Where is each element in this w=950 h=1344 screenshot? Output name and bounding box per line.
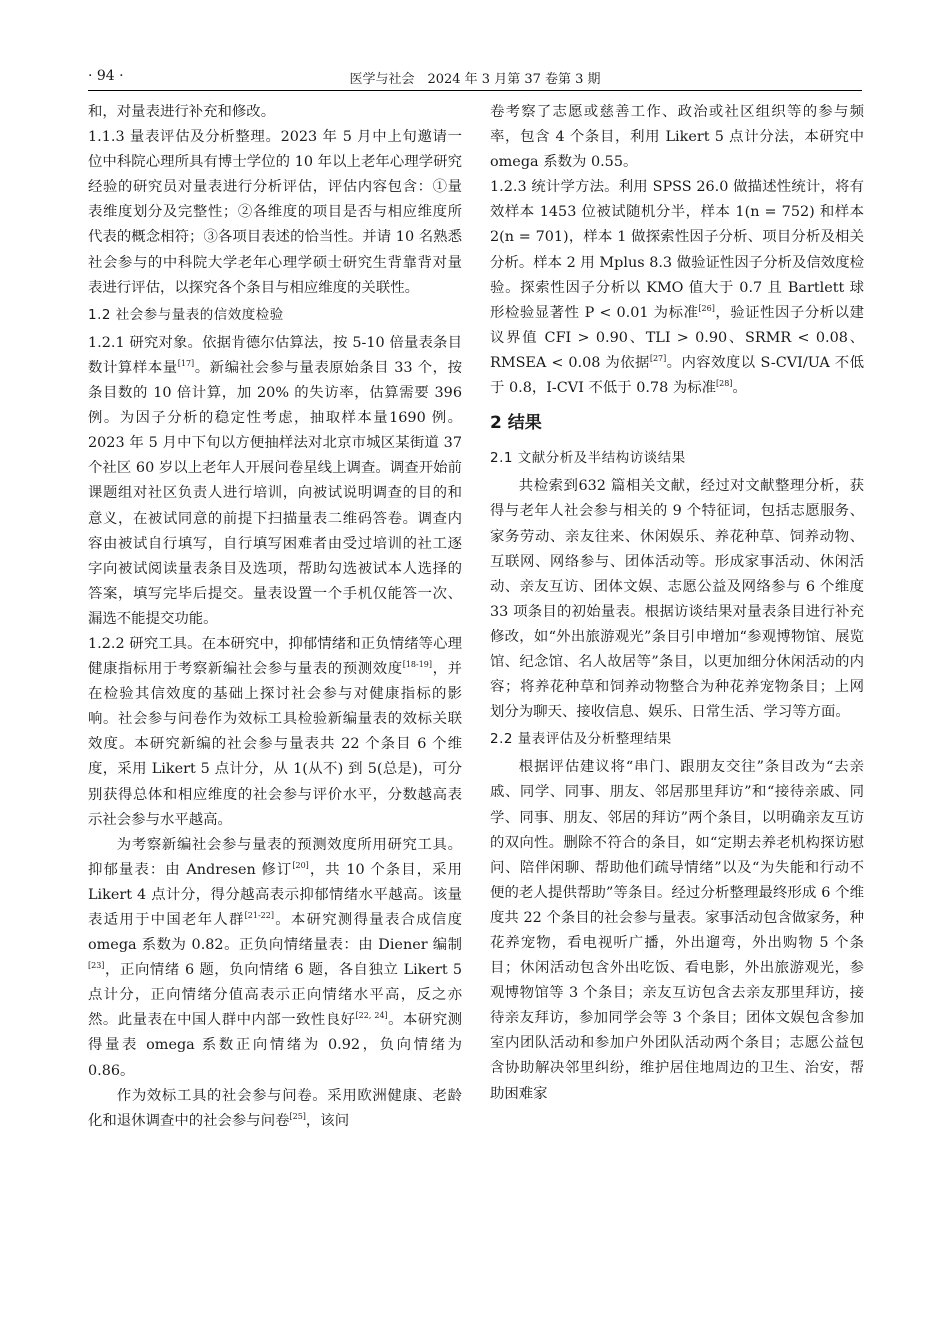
citation: [26] [698,303,715,313]
paragraph-1-2-2: 1.2.2 研究工具。在本研究中，抑郁情绪和正负情绪等心理健康指标用于考察新编社会参与量表的预测效度[18-19]，并在检验其信效度的基础上探讨社会参与对健康指标的影响。社会参与问卷作为效标工具检验新编量表的效标关联效度。本研究新编的社会参与量表共 22 个条目 6 个维度，采用 Likert 5 点计分，从 1(从不) 到 5(总是)，可分别获得总体和相应维度的社会参与评价水平，分数越高表示社会参与水平越高。 [88,635,462,828]
heading-2-1: 2.1 文献分析及半结构访谈结果 [490,450,686,467]
paragraph-literature-results: 共检索到632 篇相关文献，经过对文献整理分析，获得与老年人社会参与相关的 9 个特征词，包括志愿服务、家务劳动、亲友往来、休闲娱乐、养花种草、饲养动物、互联网、网络参与、团体活动等。形成家事活动、休闲活动、亲友互访、团体文娱、志愿公益及网络参与 6 个维度 33 项条目的初始量表。根据访谈结果对量表条目进行补充修改，如“外出旅游观光”条目引申增加“参观博物馆、展览馆、纪念馆、名人故居等”条目，以更加细分休闲活动的内容；将养花种草和饲养动物整合为种花养宠物条目；上网划分为聊天、接收信息、娱乐、日常生活、学习等方面。 [490,478,864,721]
citation: [18-19] [402,660,433,670]
paragraph-1-2-1: 1.2.1 研究对象。依据肯德尔估算法，按 5-10 倍量表条目数计算样本量[17]。新编社会参与量表原始条目 33 个，按条目数的 10 倍计算，加 20% 的失访率，估算需要 396 例。为因子分析的稳定性考虑，抽取样本量1690 例。2023 年 5 月中下旬以方便抽样法对北京市城区某街道 37 个社区 60 岁以上老年人开展问卷星线上调查。调查开始前课题组对社区负责人进行培训，向被试说明调查的目的和意义，在被试同意的前提下扫描量表二维码答卷。调查内容由被试自行填写，自行填写困难者由受过培训的社工逐字向被试阅读量表条目及选项，帮助勾选被试本人选择的答案，填写完毕后提交。量表设置一个手机仅能答一次、漏选不能提交功能。 [88,334,462,627]
left-column [88,100,462,1134]
paragraph-continued: 和，对量表进行补充和修改。 [88,104,276,120]
paragraph-predictive-tools: 为考察新编社会参与量表的预测效度所用研究工具。抑郁量表：由 Andresen 修订[20]，共 10 个条目，采用 Likert 4 点计分，得分越高表示抑郁情绪水平越高。该量表适用于中国老年人群[21-22]。本研究测得量表合成信度 omega 系数为 0.82。正负向情绪量表：由 Diener 编制[23]，正向情绪 6 题，负向情绪 6 题，各自独立 Likert 5 点计分，正向情绪分值高表示正向情绪水平高，反之亦然。此量表在中国人群中内部一致性良好[22, 24]。本研究测得量表 omega 系数正向情绪为 0.92，负向情绪为 0.86。 [88,836,462,1079]
citation: [22, 24] [355,1011,388,1021]
paragraph-evaluation-results: 根据评估建议将“串门、跟朋友交往”条目改为“去亲戚、同学、同事、朋友、邻居那里拜访”和“接待亲戚、同学、同事、朋友、邻居的拜访”两个条目，以明确亲友互访的双向性。删除不符合的条目，如“定期去养老机构探访慰问、陪伴闲聊、帮助他们疏导情绪”以及“为失能和行动不便的老人提供帮助”等条目。经过分析整理最终形成 6 个维度共 22 个条目的社会参与量表。家事活动包含做家务，种花养宠物，看电视听广播，外出遛弯，外出购物 5 个条目；休闲活动包含外出吃饭、看电影，外出旅游观光，参观博物馆等 3 个条目；亲友互访包含去亲友那里拜访，接待亲友拜访，参加同学会等 3 个条目；团体文娱包含参加室内团队活动和参加户外团队活动两个条目；志愿公益包含协助解决邻里纠纷，维护居住地周边的卫生、治安，帮助困难家 [490,759,864,1102]
journal-info: 医学与社会 2024 年 3 月第 37 卷第 3 期 [349,72,601,87]
paragraph-continued-right: 卷考察了志愿或慈善工作、政治或社区组织等的参与频率，包含 4 个条目，利用 Likert 5 点计分法，本研究中 omega 系数为 0.55。 [490,104,864,171]
citation: [27] [649,354,667,364]
citation: [21-22] [244,911,274,921]
citation: [28] [716,379,733,389]
citation: [20] [292,861,309,871]
heading-1-2: 1.2 社会参与量表的信效度检验 [88,306,284,323]
citation: [17] [177,359,195,369]
right-column [490,100,864,1107]
citation: [25] [289,1111,306,1121]
heading-2-results: 2 结果 [490,413,542,434]
running-header [88,62,862,88]
heading-2-2: 2.2 量表评估及分析整理结果 [490,731,672,748]
citation: [23] [88,961,105,971]
header-rule [88,90,862,91]
paragraph-1-2-3: 1.2.3 统计学方法。利用 SPSS 26.0 做描述性统计，将有效样本 1453 位被试随机分半，样本 1(n = 752) 和样本 2(n = 701)，样本 1 做探索性因子分析、项目分析及相关分析。样本 2 用 Mplus 8.3 做验证性因子分析及信效度检验。探索性因子分析以 KMO 值大于 0.7 且 Bartlett 球形检验显著性 P < 0.01 为标准[26]，验证性因子分析以建议界值 CFI > 0.90、TLI > 0.90、SRMR < 0.08、RMSEA < 0.08 为依据[27]。内容效度以 S-CVI/UA 不低于 0.8，I-CVI 不低于 0.78 为标准[28]。 [490,179,864,397]
paragraph-1-1-3: 1.1.3 量表评估及分析整理。2023 年 5 月中上旬邀请一位中科院心理所具有博士学位的 10 年以上老年心理学研究经验的研究员对量表进行分析评估，评估内容包含：①量表维度划分及完整性；②各维度的项目是否与相应维度所代表的概念相符；③各项目表述的恰当性。并请 10 名熟悉社会参与的中科院大学老年心理学硕士研究生背靠背对量表进行评估，以探究各个条目与相应维度的关联性。 [88,129,462,296]
page-number: · 94 · [88,68,124,84]
paragraph-criterion-tool: 作为效标工具的社会参与问卷。采用欧洲健康、老龄化和退休调查中的社会参与问卷[25]，该问 [88,1087,462,1129]
